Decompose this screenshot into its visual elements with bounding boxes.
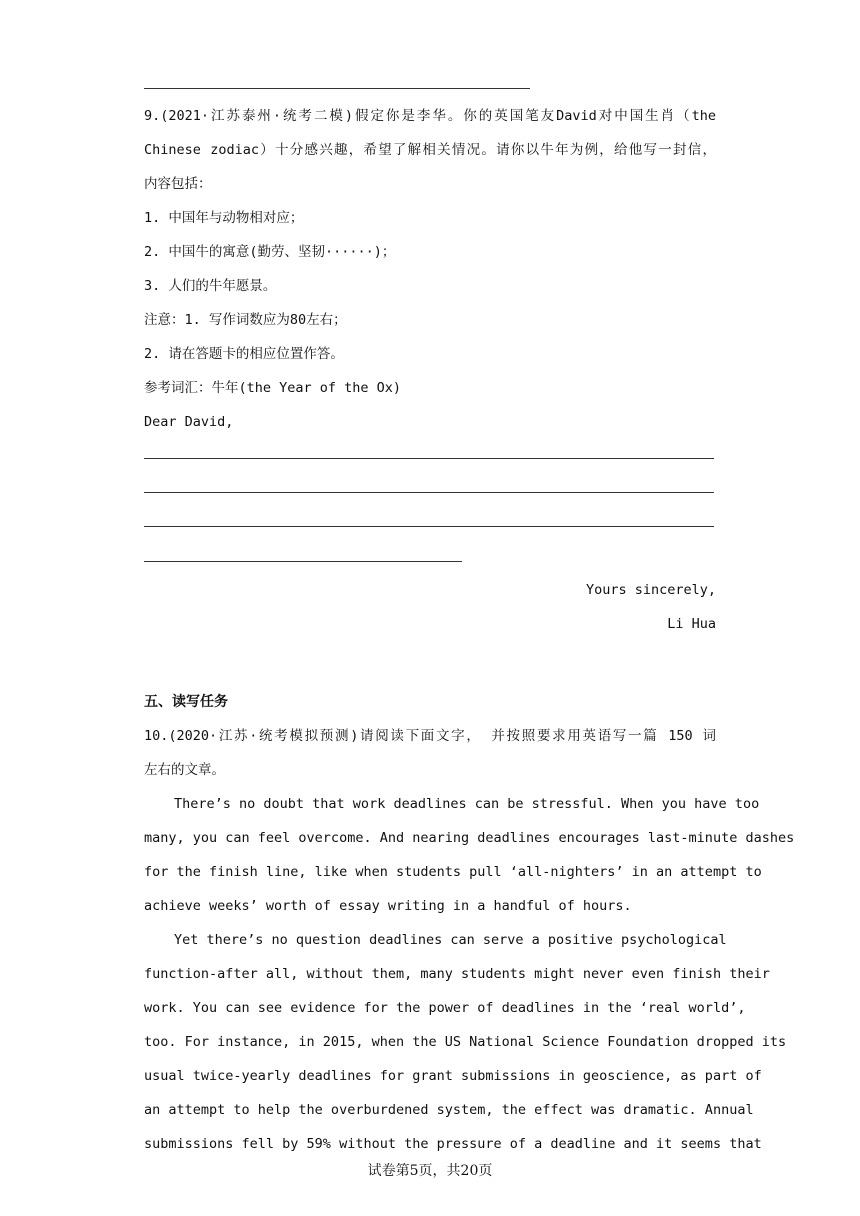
passage-line: work. You can see evidence for the power of deadlines in the ‘real world’, xyxy=(144,1000,746,1016)
q9-line: 2. 中国牛的寓意(勤劳、坚韧······)； xyxy=(144,244,396,260)
answer-line xyxy=(144,492,714,493)
q9-line: 1. 中国年与动物相对应； xyxy=(144,210,304,226)
q9-line: 2. 请在答题卡的相应位置作答。 xyxy=(144,346,344,362)
letter-signature: Li Hua xyxy=(667,616,716,632)
letter-greeting: Dear David, xyxy=(144,414,234,430)
passage-line: too. For instance, in 2015, when the US National Science Foundation dropped its xyxy=(144,1034,787,1050)
answer-line xyxy=(144,526,714,527)
answer-line xyxy=(144,561,462,562)
answer-line xyxy=(144,88,530,89)
passage-line: for the finish line, like when students pull ‘all-nighters’ in an attempt to xyxy=(144,864,762,880)
q10-line: 10.(2020·江苏·统考模拟预测)请阅读下面文字， 并按照要求用英语写一篇 150 词 xyxy=(144,728,716,744)
passage-line: an attempt to help the overburdened system, the effect was dramatic. Annual xyxy=(144,1102,754,1118)
letter-closing: Yours sincerely, xyxy=(585,582,716,598)
page-footer: 试卷第5页，共20页 xyxy=(367,1163,493,1179)
q9-line: 3. 人们的牛年愿景。 xyxy=(144,278,277,294)
q9-line: 注意：1. 写作词数应为80左右； xyxy=(144,312,347,328)
passage-line: achieve weeks’ worth of essay writing in a handful of hours. xyxy=(144,898,632,914)
passage-line: submissions fell by 59% without the pressure of a deadline and it seems that xyxy=(144,1136,762,1152)
section-heading: 五、读写任务 xyxy=(144,694,228,710)
q9-line: 内容包括： xyxy=(144,176,212,192)
passage-line: Yet there’s no question deadlines can serve a positive psychological xyxy=(174,932,727,948)
passage-line: There’s no doubt that work deadlines can be stressful. When you have too xyxy=(174,796,760,812)
q9-line: 参考词汇：牛年(the Year of the Ox) xyxy=(144,380,402,396)
passage-line: function-after all, without them, many students might never even finish their xyxy=(144,966,770,982)
answer-line xyxy=(144,458,714,459)
passage-line: usual twice-yearly deadlines for grant submissions in geoscience, as part of xyxy=(144,1068,762,1084)
q9-line: Chinese zodiac）十分感兴趣，希望了解相关情况。请你以牛年为例，给他写一封信， xyxy=(144,142,716,158)
q9-line: 9.(2021·江苏泰州·统考二模)假定你是李华。你的英国笔友David对中国生肖（the xyxy=(144,108,716,124)
passage-line: many, you can feel overcome. And nearing deadlines encourages last-minute dashes xyxy=(144,830,795,846)
q10-line: 左右的文章。 xyxy=(144,762,225,778)
